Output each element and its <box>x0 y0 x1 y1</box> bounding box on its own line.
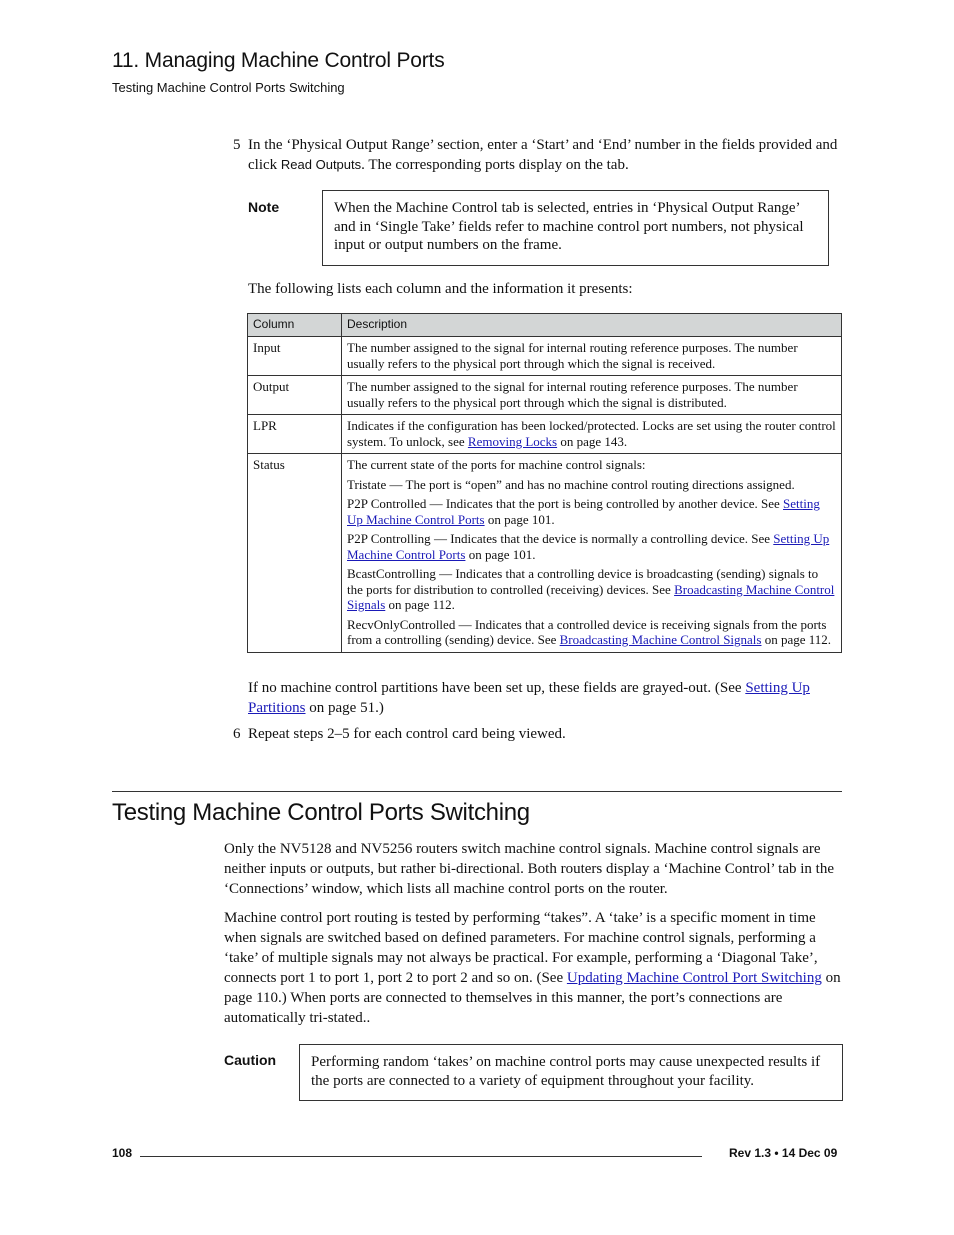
header-description: Description <box>342 314 842 337</box>
cell-description <box>342 415 842 454</box>
caution-label: Caution <box>224 1052 277 1068</box>
table-header-row <box>248 314 842 337</box>
setting-up-machine-control-ports-link[interactable]: Setting Up Machine Control Ports <box>347 531 830 562</box>
state-text: — Indicates that a controlled device is receiving signals from the ports from a controlling (sending) device. See <box>347 616 827 647</box>
step-number: 5 <box>233 137 241 153</box>
updating-machine-control-port-switching-link[interactable]: Updating Machine Control Port Switching <box>566 970 822 986</box>
state-text: — Indicates that the device is normally a controlling device. See <box>430 531 774 546</box>
header-column: Column <box>248 314 342 337</box>
state-text: — Indicates that a controlling device is broadcasting (sending) signals to the ports for distribution to controlled (receiving) devices. See <box>347 566 819 597</box>
step-text-end: . The corresponding ports display on the tab. <box>361 157 629 173</box>
revision-label: Rev 1.3 • 14 Dec 09 <box>729 1146 838 1160</box>
table-row <box>248 376 842 415</box>
cell-description: The number assigned to the signal for internal routing reference purposes. The number usually refers to the physical port through which the signal is received. <box>342 337 842 376</box>
section-paragraph-1: Only the NV5128 and NV5256 routers switch machine control signals. Machine control signals are neither inputs or outputs, but rather bi-directional. Both routers display a ‘Machine Control’ tab in the ‘Connections’ window, which lists all machine control ports on the router. <box>224 841 834 897</box>
chapter-title: 11. Managing Machine Control Ports <box>112 49 445 72</box>
setting-up-machine-control-ports-link[interactable]: Setting Up Machine Control Ports <box>347 496 820 527</box>
status-recv-only-controlled <box>347 617 836 648</box>
state-text-end: on page 101. <box>484 511 555 527</box>
status-p2p-controlled <box>347 496 836 527</box>
cell-description <box>342 454 842 653</box>
after-table-text-end: on page 51.) <box>305 700 384 716</box>
state-term: RecvOnlyControlled <box>347 616 456 632</box>
state-text: — Indicates that the port is being controlled by another device. See <box>426 496 784 511</box>
note-box <box>322 190 829 266</box>
description-text: Indicates if the configuration has been locked/protected. Locks are set using the router control system. To unlock, see <box>347 418 836 449</box>
after-table-paragraph <box>248 678 843 718</box>
section-paragraph-2 <box>224 908 842 1028</box>
status-bcast-controlling <box>347 566 836 613</box>
paragraph-text: Machine control port routing is tested by performing “takes”. A ‘take’ is a specific moment in time when signals are switched based on defined parameters. For machine control signals, performing a ‘take’ of multiple signals may not always be practical. For example, performing a ‘Diagonal Take’, connects port 1 to port 1, port 2 to port 2 and so on. (See <box>224 910 818 986</box>
section-divider <box>112 791 842 792</box>
state-text: — The port is “open” and has no machine control routing directions assigned. <box>386 476 795 492</box>
state-text-end: on page 101. <box>465 546 536 562</box>
state-term: P2P Controlling <box>347 531 431 546</box>
description-text-end: on page 143. <box>557 433 628 449</box>
cell-column: Output <box>248 376 342 415</box>
status-intro: The current state of the ports for machine control signals: <box>347 457 646 472</box>
table-row <box>248 454 842 653</box>
setting-up-partitions-link[interactable]: Setting Up Partitions <box>248 680 810 716</box>
note-text: When the Machine Control tab is selected, entries in ‘Physical Output Range’ and in ‘Single Take’ fields refer to machine control port numbers, not physical input or output numbers on the frame. <box>334 200 804 253</box>
step-text: Repeat steps 2–5 for each control card being viewed. <box>248 726 566 742</box>
table-intro: The following lists each column and the information it presents: <box>248 281 633 297</box>
columns-table <box>247 313 842 653</box>
removing-locks-link[interactable]: Removing Locks <box>467 433 558 449</box>
state-term: BcastControlling <box>347 566 436 581</box>
caution-box <box>299 1044 843 1101</box>
after-table-text: If no machine control partitions have been set up, these fields are grayed-out. (See <box>248 680 746 696</box>
state-text-end: on page 112. <box>761 632 832 647</box>
broadcasting-machine-control-signals-link[interactable]: Broadcasting Machine Control Signals <box>347 581 835 612</box>
state-text-end: on page 112. <box>385 597 455 612</box>
table-row <box>248 337 842 376</box>
step-text: In the ‘Physical Output Range’ section, enter a ‘Start’ and ‘End’ number in the fields provided and click <box>248 137 838 173</box>
caution-text: Performing random ‘takes’ on machine control ports may cause unexpected results if the ports are connected to a variety of equipment throughout your facility. <box>311 1054 821 1089</box>
status-p2p-controlling <box>347 531 836 562</box>
cell-column: Status <box>248 454 342 653</box>
section-subtitle: Testing Machine Control Ports Switching <box>112 80 345 95</box>
paragraph-text-end: on page 110.) When ports are connected to themselves in this manner, the port’s connections are automatically tri-stated.. <box>224 970 841 1026</box>
page-number: 108 <box>112 1146 133 1160</box>
section-heading: Testing Machine Control Ports Switching <box>112 799 530 826</box>
cell-column: Input <box>248 337 342 376</box>
state-term: P2P Controlled <box>347 496 427 511</box>
note-label: Note <box>248 199 280 215</box>
table-row <box>248 415 842 454</box>
step-number: 6 <box>233 726 241 742</box>
state-term: Tristate <box>347 476 387 492</box>
broadcasting-machine-control-signals-link[interactable]: Broadcasting Machine Control Signals <box>559 632 762 647</box>
cell-column: LPR <box>248 415 342 454</box>
cell-description: The number assigned to the signal for internal routing reference purposes. The number usually refers to the physical port through which the signal is distributed. <box>342 376 842 415</box>
read-outputs-ui-label: Read Outputs <box>280 157 362 172</box>
status-tristate <box>347 477 836 493</box>
footer-rule <box>140 1156 702 1157</box>
